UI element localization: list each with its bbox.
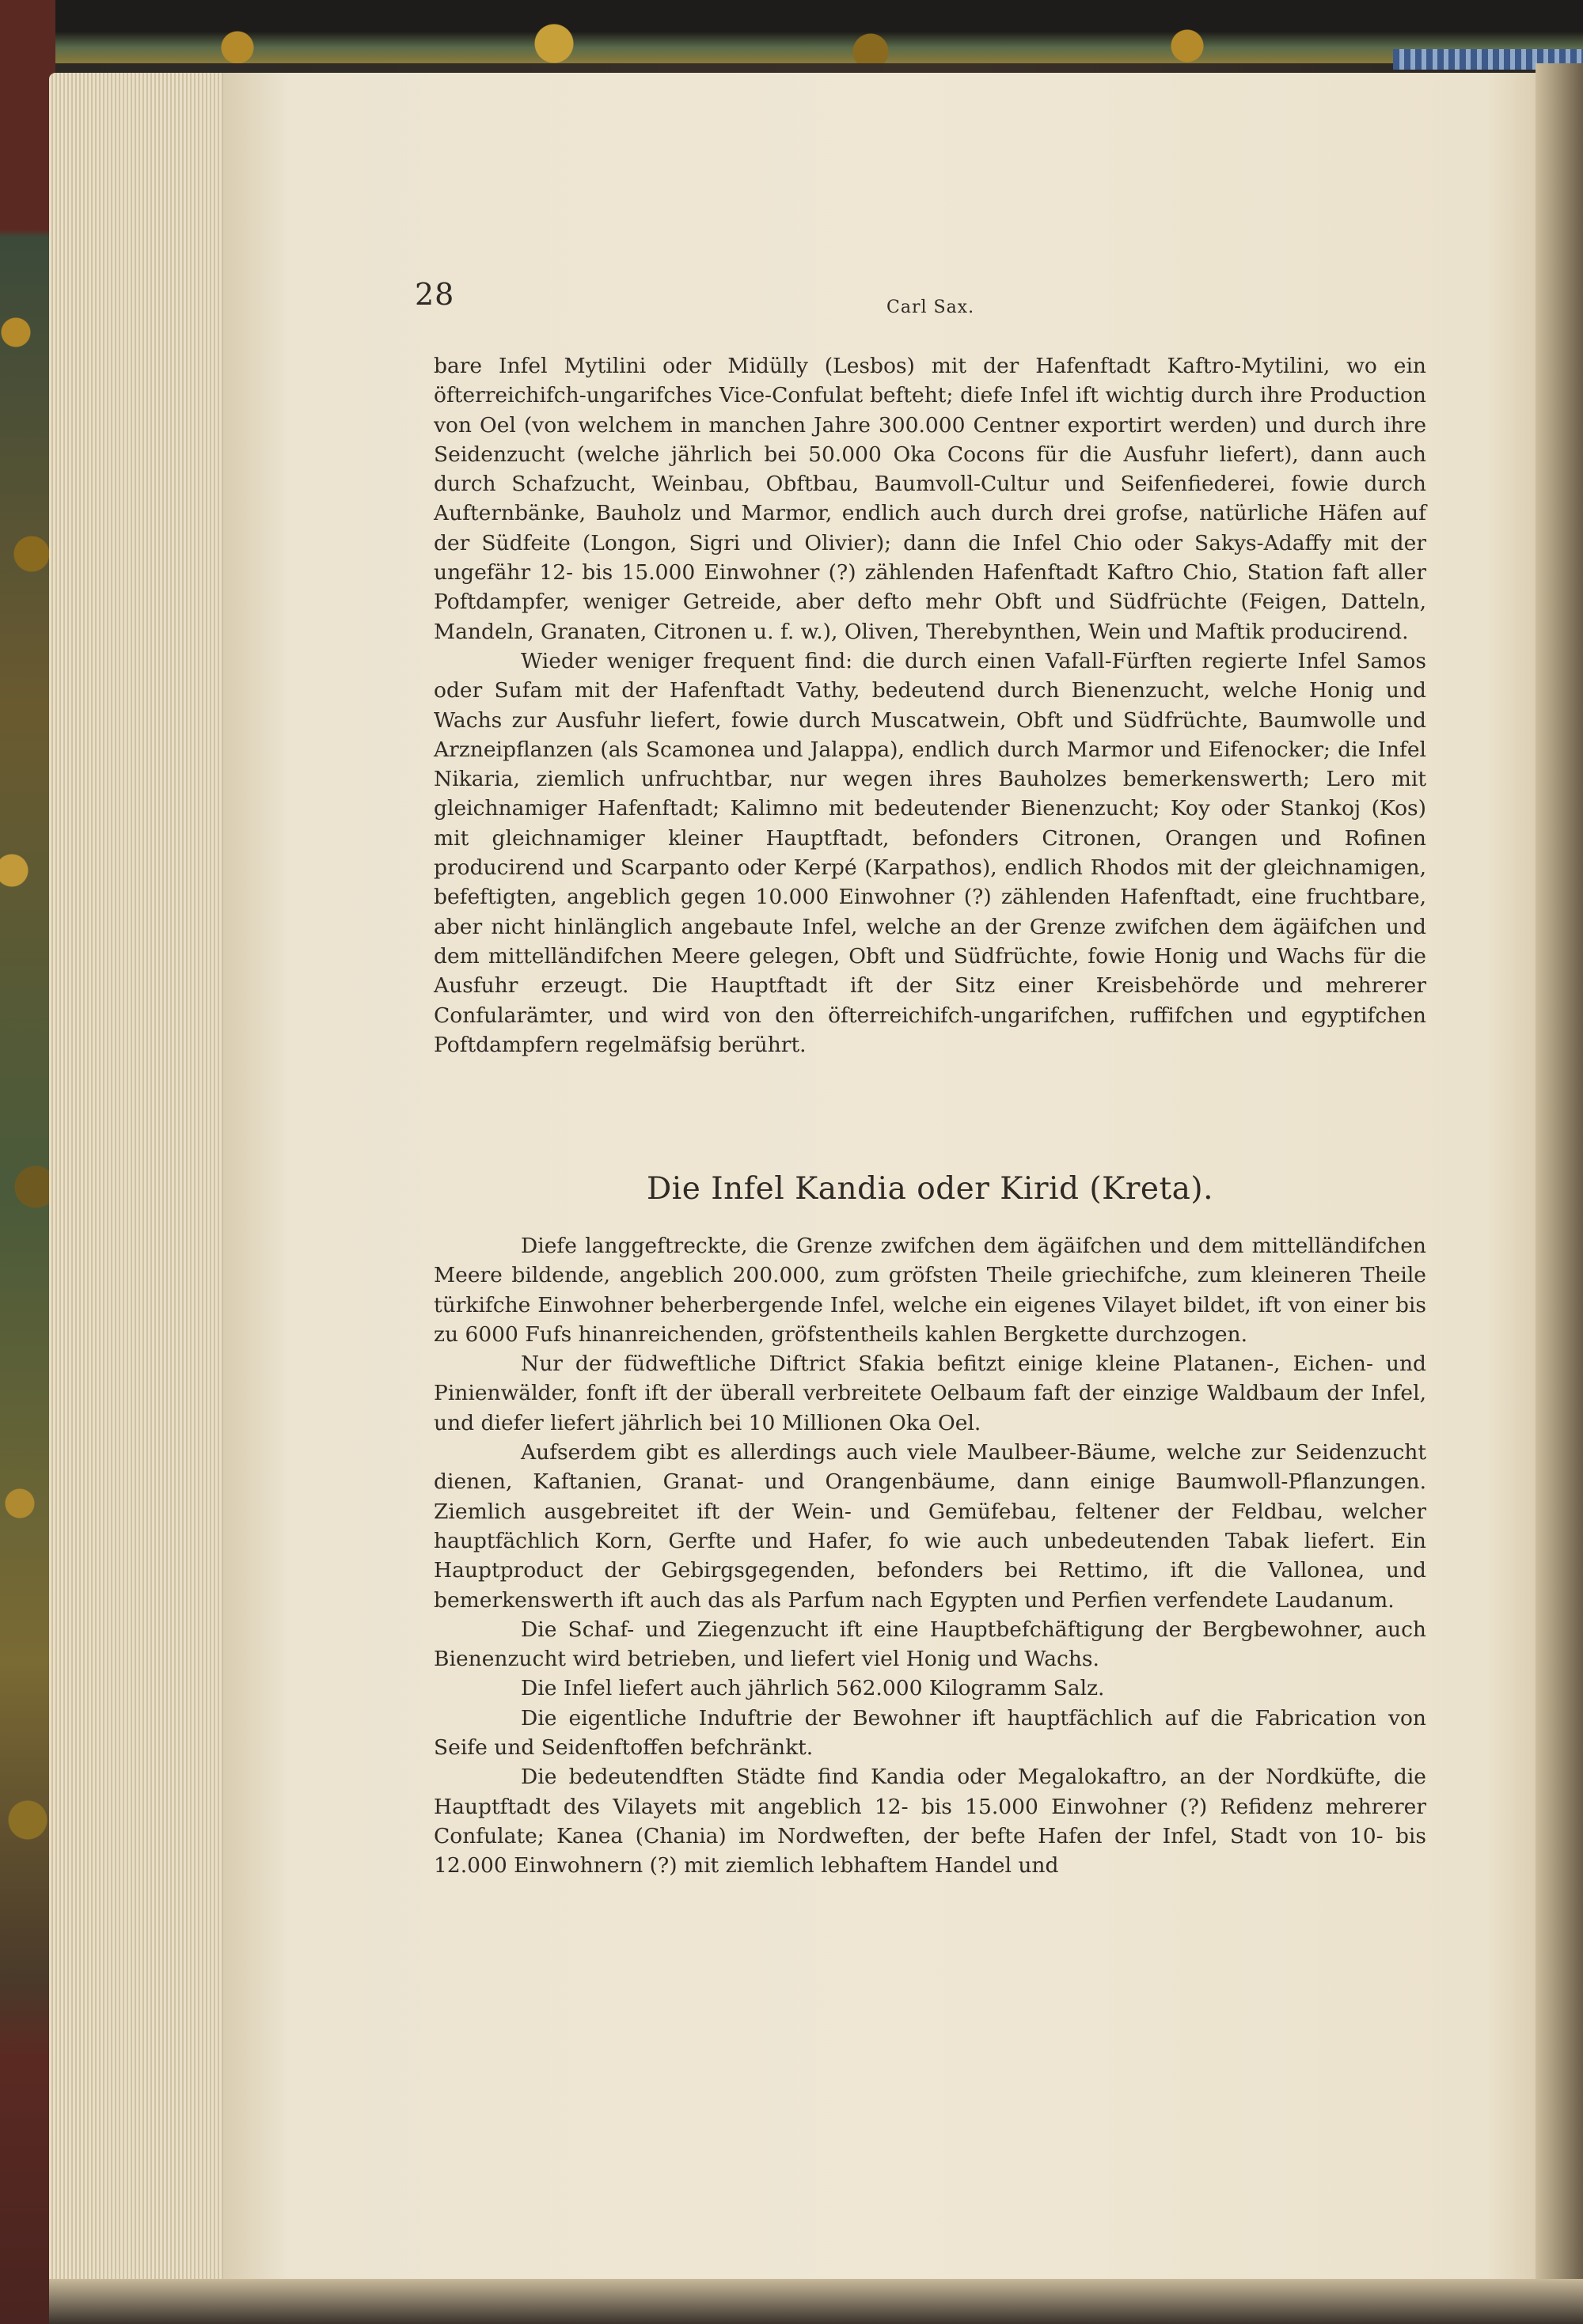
paragraph: Die bedeutendften Städte find Kandia oder Megalokaftro, an der Nordküfte, die Hauptftadt des Vilayets mit angeblich 12- bis 15.000 Einwohner (?) Refidenz mehrerer Confulate; Kanea (Chania) im Nordweften, der befte Hafen der Infel, Stadt von 10- bis 12.000 Einwohnern (?) mit ziemlich lebhaftem Handel und bbox=[434, 1765, 1426, 1879]
paragraph: Nur der füdweftliche Diftrict Sfakia befitzt einige kleine Platanen-, Eichen- und Pinienwälder, fonft ift der überall verbreitete Oelbaum faft der einzige Waldbaum der Infel, und diefer liefert jährlich bei 10 Millionen Oka Oel. bbox=[434, 1352, 1426, 1435]
page-number: 28 bbox=[415, 277, 455, 312]
paragraph: Die Infel liefert auch jährlich 562.000 Kilogramm Salz. bbox=[521, 1676, 1105, 1701]
page-edges bbox=[49, 73, 227, 2292]
paragraph: Die eigentliche Induftrie der Bewohner ift hauptfächlich auf die Fabrication von Seife und Seidenftoffen befchränkt. bbox=[434, 1705, 1426, 1761]
book-bottom-edge bbox=[49, 2279, 1583, 2324]
running-head: Carl Sax. bbox=[886, 298, 975, 317]
paragraph: Wieder weniger frequent find: die durch einen Vafall-Fürften regierte Infel Samos oder Sufam mit der Hafenftadt Vathy, bedeutend durch Bienenzucht, welche Honig und Wachs zur Ausfuhr liefert, fowie durch Muscatwein, Obft und Südfrüchte, Baumwolle und Arzneipflanzen (als Scamonea und Jalappa), endlich durch Marmor und Eifenocker; die Infel Nikaria, ziemlich unfruchtbar, nur wegen ihres Bauholzes bemerkenswerth; Lero mit gleichnamiger Hafenftadt; Kalimno mit bedeutender Bienenzucht; Koy oder Stankoj (Kos) mit gleichnamiger kleiner Hauptftadt, befonders Citronen, Orangen und Rofinen producirend und Scarpanto oder Kerpé (Karpathos), endlich Rhodos mit der gleichnamigen, befeftigten, angeblich gegen 10.000 Einwohner (?) zählenden Hafenftadt, eine fruchtbare, aber nicht hinlänglich angebaute Infel, welche an der Grenze zwifchen dem ägäifchen und dem mittelländifchen Meere gelegen, Obft und Südfrüchte, fowie Honig und Wachs für die Ausfuhr erzeugt. Die Hauptftadt ift der Sitz einer Kreisbehörde und mehrerer Confularämter, und wird von den öfterreichifch-ungarifchen, ruffifchen und egyptifchen Poftdampfern regelmäfsig berührt. bbox=[434, 648, 1426, 1057]
section-heading: Die Infel Kandia oder Kirid (Kreta). bbox=[647, 1171, 1213, 1207]
paragraph: Diefe langgeftreckte, die Grenze zwifchen dem ägäifchen und dem mittelländifchen Meere bildende, angeblich 200.000, zum gröfsten Theile griechifche, zum kleineren Theile türkifche Einwohner beherbergende Infel, welche ein eigenes Vilayet bildet, ift von einer bis zu 6000 Fufs hinanreichenden, gröfstentheils kahlen Bergkette durchzogen. bbox=[434, 1234, 1426, 1347]
paragraph: Die Schaf- und Ziegenzucht ift eine Hauptbefchäftigung der Bergbewohner, auch Bienenzucht wird betrieben, und liefert viel Honig und Wachs. bbox=[434, 1617, 1426, 1672]
paragraph: Aufserdem gibt es allerdings auch viele Maulbeer-Bäume, welche zur Seidenzucht dienen, Kaftanien, Granat- und Orangenbäume, dann einige Baumwoll-Pflanzungen. Ziemlich ausgebreitet ift der Wein- und Gemüfebau, feltener der Feldbau, welcher hauptfächlich Korn, Gerfte und Hafer, fo wie auch unbedeutenden Tabak liefert. Ein Hauptproduct der Gebirgsgegenden, befonders bei Rettimo, ift die Vallonea, und bemerkenswerth ift auch das als Parfum nach Egypten und Perfien verfendete Laudanum. bbox=[434, 1440, 1426, 1613]
book-gutter bbox=[1536, 63, 1583, 2324]
paragraph: bare Infel Mytilini oder Midülly (Lesbos) mit der Hafenftadt Kaftro-Mytilini, wo ein öfterreichifch-ungarifches Vice-Confulat befteht; diefe Infel ift wichtig durch ihre Production von Oel (von welchem in manchen Jahre 300.000 Centner exportirt werden) und durch ihre Seidenzucht (welche jährlich bei 50.000 Oka Cocons für die Ausfuhr liefert), dann auch durch Schafzucht, Weinbau, Obftbau, Baumvoll-Cultur und Seifenfiederei, fowie durch Aufternbänke, Bauholz und Marmor, endlich auch durch drei grofse, natürliche Häfen auf der Südfeite (Longon, Sigri und Olivier); dann die Infel Chio oder Sakys-Adaffy mit der ungefähr 12- bis 15.000 Einwohner (?) zählenden Hafenftadt Kaftro Chio, Station faft aller Poftdampfer, weniger Getreide, aber defto mehr Obft und Südfrüchte (Feigen, Datteln, Mandeln, Granaten, Citronen u. f. w.), Oliven, Therebynthen, Wein und Maftik producirend. bbox=[434, 354, 1426, 644]
section-one-body bbox=[434, 351, 1426, 1060]
book-cover-marbled bbox=[0, 0, 55, 2324]
book-cover-top bbox=[0, 0, 1583, 63]
section-two-body bbox=[434, 1231, 1426, 1881]
